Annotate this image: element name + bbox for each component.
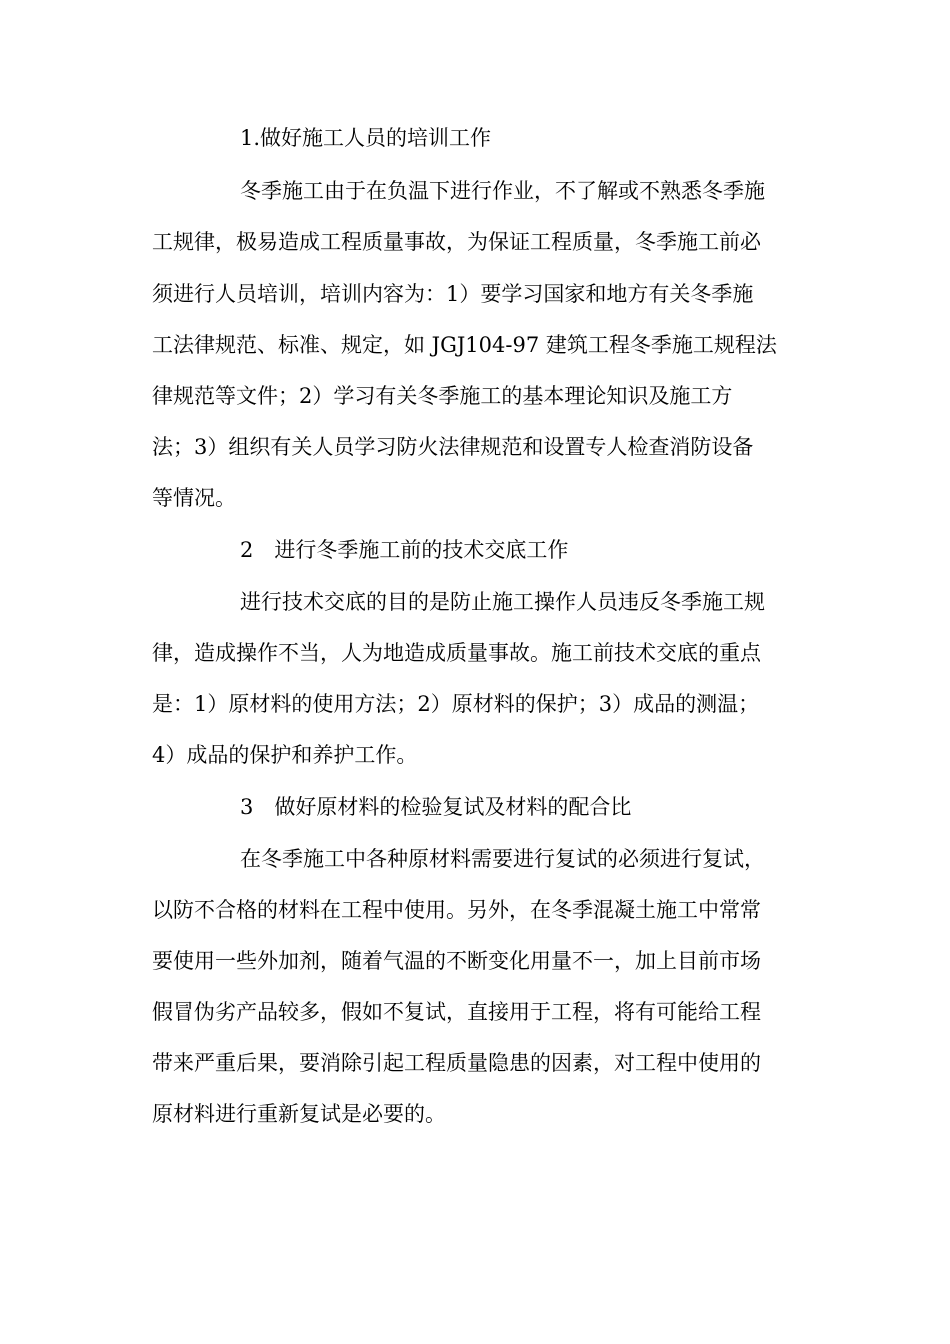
paragraph-1-line-6: 法；3）组织有关人员学习防火法律规范和设置专人检查消防设备 [152, 435, 754, 459]
paragraph-1-line-7: 等情况。 [152, 486, 236, 510]
paragraph-2-line-4: 4）成品的保护和养护工作。 [152, 743, 418, 767]
paragraph-2-line-2: 律，造成操作不当，人为地造成质量事故。施工前技术交底的重点 [152, 641, 761, 665]
paragraph-3-line-1: 在冬季施工中各种原材料需要进行复试的必须进行复试， [240, 847, 765, 871]
paragraph-3-line-2: 以防不合格的材料在工程中使用。另外，在冬季混凝土施工中常常 [152, 898, 761, 922]
paragraph-3-line-5: 带来严重后果，要消除引起工程质量隐患的因素，对工程中使用的 [152, 1051, 761, 1075]
paragraph-2-line-3: 是：1）原材料的使用方法；2）原材料的保护；3）成品的测温； [152, 692, 760, 716]
paragraph-3-line-3: 要使用一些外加剂，随着气温的不断变化用量不一，加上目前市场 [152, 949, 761, 973]
paragraph-1-line-5: 律规范等文件；2）学习有关冬季施工的基本理论知识及施工方 [152, 384, 733, 408]
section-heading-3: 3 做好原材料的检验复试及材料的配合比 [240, 795, 632, 819]
paragraph-2-line-1: 进行技术交底的目的是防止施工操作人员违反冬季施工规 [240, 590, 765, 614]
paragraph-1-line-4: 工法律规范、标准、规定，如 JGJ104-97 建筑工程冬季施工规程法 [152, 333, 777, 357]
section-heading-1: 1.做好施工人员的培训工作 [240, 126, 492, 150]
paragraph-1-line-1: 冬季施工由于在负温下进行作业，不了解或不熟悉冬季施 [240, 179, 765, 203]
section-heading-2: 2 进行冬季施工前的技术交底工作 [240, 538, 569, 562]
paragraph-1-line-2: 工规律，极易造成工程质量事故，为保证工程质量，冬季施工前必 [152, 230, 761, 254]
paragraph-3-line-6: 原材料进行重新复试是必要的。 [152, 1102, 446, 1126]
paragraph-3-line-4: 假冒伪劣产品较多，假如不复试，直接用于工程，将有可能给工程 [152, 1000, 761, 1024]
paragraph-1-line-3: 须进行人员培训，培训内容为：1）要学习国家和地方有关冬季施 [152, 282, 754, 306]
